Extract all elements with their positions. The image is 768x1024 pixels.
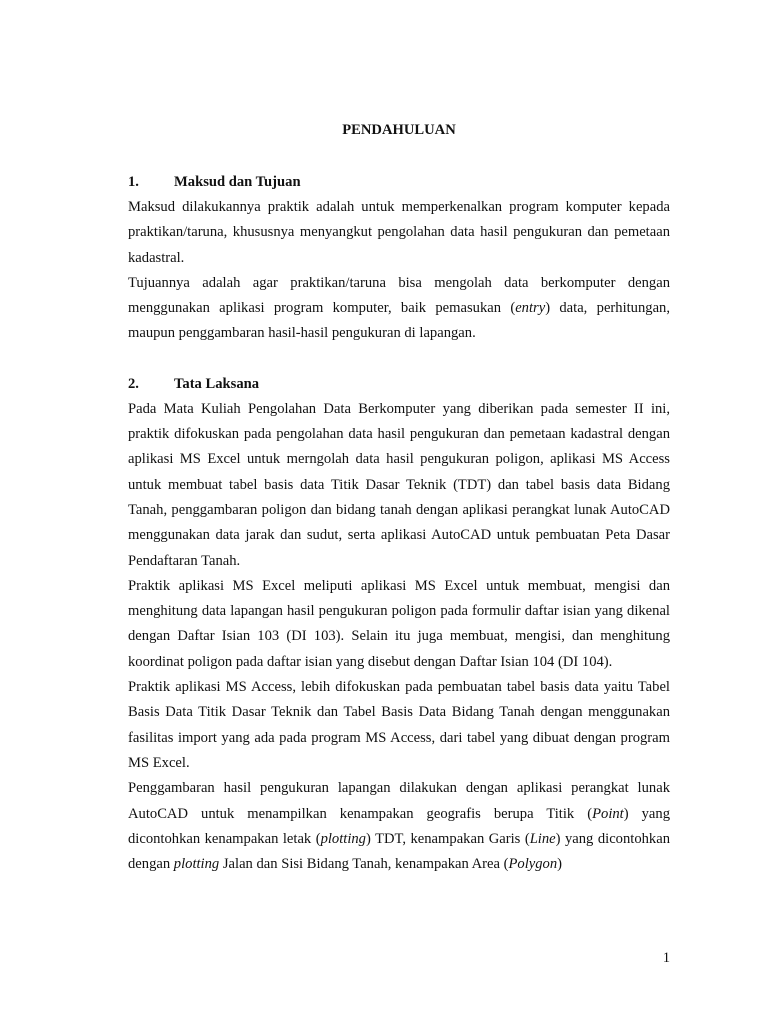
section-number: 2.: [128, 375, 139, 392]
paragraph-text: Praktik aplikasi MS Excel meliputi aplikasi MS Excel untuk membuat, mengisi dan menghitung data lapangan hasil pengukuran poligon pada formulir daftar isian yang dikenal dengan Daftar Isian 103 (DI 103). Selain itu juga membuat, mengisi, dan menghitung koordinat poligon pada daftar isian yang disebut dengan Daftar Isian 104 (DI 104).: [128, 577, 670, 670]
italic-term: plotting: [320, 830, 366, 847]
paragraph: [128, 397, 670, 574]
paragraph: [128, 271, 670, 347]
paragraph-text: Praktik aplikasi MS Access, lebih difokuskan pada pembuatan tabel basis data yaitu Tabel Basis Data Titik Dasar Teknik dan Tabel Basis Data Bidang Tanah dengan menggunakan fasilitas import yang ada pada program MS Access, dari tabel yang dibuat dengan program MS Excel.: [128, 679, 670, 771]
italic-term: plotting: [173, 856, 220, 873]
paragraph-text: Penggambaran hasil pengukuran lapangan dilakukan dengan aplikasi perangkat lunak AutoCAD untuk menampilkan kenampakan geografis berupa Titik (: [128, 780, 670, 822]
paragraph: [128, 675, 670, 776]
italic-term: Line: [529, 830, 556, 847]
section-tata-laksana: [128, 372, 670, 878]
document-body: [128, 118, 670, 877]
paragraph-text: Maksud dilakukannya praktik adalah untuk memperkenalkan program komputer kepada praktikan/taruna, khususnya menyangkut pengolahan data hasil pengukuran dan pemetaan kadastral.: [128, 199, 670, 266]
italic-term: Point: [592, 805, 624, 822]
paragraph-text: Jalan dan Sisi Bidang Tanah, kenampakan Area (: [219, 856, 509, 873]
section-heading-text: Maksud dan Tujuan: [174, 174, 301, 190]
paragraph-text: ) data, perhitungan, maupun penggambaran hasil-hasil pengukuran di lapangan.: [128, 300, 670, 342]
paragraph-text: Pada Mata Kuliah Pengolahan Data Berkomputer yang diberikan pada semester II ini, praktik difokuskan pada pengolahan data hasil pengukuran dan pemetaan kadastral dengan aplikasi MS Excel untuk merngolah data hasil pengukuran poligon, aplikasi MS Access untuk membuat tabel basis data Titik Dasar Teknik (TDT) dan tabel basis data Bidang Tanah, penggambaran poligon dan bidang tanah dengan aplikasi perangkat lunak AutoCAD menggunakan data jarak dan sudut, serta aplikasi AutoCAD untuk pembuatan Peta Dasar Pendaftaran Tanah.: [128, 400, 670, 569]
page-number: 1: [662, 950, 670, 966]
section-maksud-dan-tujuan: [128, 170, 670, 347]
section-heading: [128, 372, 670, 397]
paragraph-text: ) yang dicontohkan kenampakan letak (: [128, 805, 670, 847]
section-number: 1.: [128, 174, 139, 190]
paragraph: [128, 574, 670, 675]
paragraph-text: ) yang dicontohkan dengan: [128, 830, 670, 873]
section-heading: [128, 170, 670, 195]
paragraph: [128, 776, 670, 877]
paragraph: [128, 195, 670, 271]
italic-term: entry: [515, 300, 546, 317]
section-heading-text: Tata Laksana: [174, 375, 260, 392]
paragraph-text: Tujuannya adalah agar praktikan/taruna bisa mengolah data berkomputer dengan menggunakan aplikasi program komputer, baik pemasukan (: [128, 274, 670, 317]
paragraph-text: ): [557, 856, 563, 873]
document-title: PENDAHULUAN: [342, 122, 456, 138]
paragraph-text: ) TDT, kenampakan Garis (: [365, 830, 530, 847]
italic-term: Polygon: [508, 856, 558, 873]
